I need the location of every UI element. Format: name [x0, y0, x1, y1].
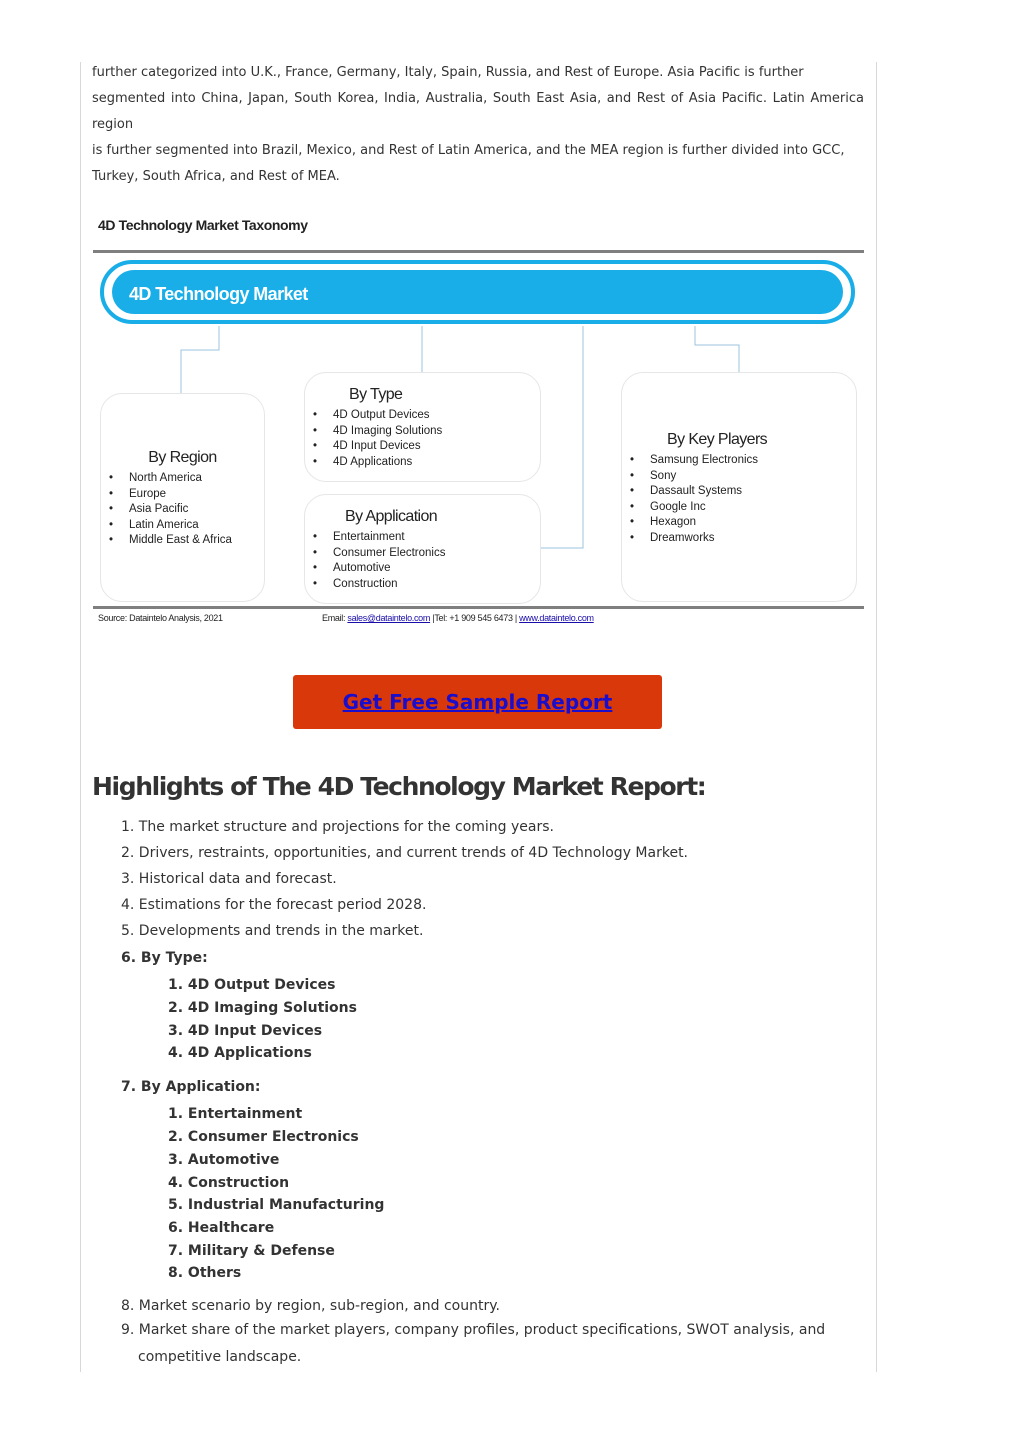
contact-line [322, 613, 594, 623]
list-item: 9. Market share of the market players, company proﬁles, product speciﬁcations, SWOT analysis, and [121, 1322, 826, 1338]
list-item: 3. Historical data and forecast. [121, 871, 337, 887]
list-item: • 4D Applications [305, 455, 540, 471]
list-item: 6. Healthcare [168, 1220, 275, 1236]
list-item: • Entertainment [305, 530, 540, 546]
cta-label[interactable]: Get Free Sample Report [342, 690, 613, 714]
list-item: • North America [101, 471, 264, 487]
list-item: • Dassault Systems [622, 484, 856, 500]
by-key-players-list [622, 453, 856, 546]
list-item: • Construction [305, 577, 540, 593]
email-link[interactable]: sales@dataintelo.com [347, 613, 431, 623]
by-application-card [304, 494, 541, 604]
list-item: • Middle East & Africa [101, 533, 264, 549]
tel-text: |Tel: +1 909 545 6473 | [430, 613, 520, 623]
taxonomy-root-label: 4D Technology Market [129, 284, 308, 304]
by-key-players-heading: By Key Players [667, 431, 768, 448]
taxonomy-title: 4D Technology Market Taxonomy [98, 217, 308, 233]
by-application-heading: By Application [345, 508, 438, 525]
list-item: 3. Automotive [168, 1152, 280, 1168]
list-item: 4. Construction [168, 1175, 290, 1191]
highlights-title: Highlights of The 4D Technology Market Report: [92, 772, 706, 801]
list-item: 2. Consumer Electronics [168, 1129, 359, 1145]
email-label: Email: [322, 613, 348, 623]
by-key-players-card [621, 372, 857, 602]
connector-region [181, 326, 219, 394]
list-item: 7. Military & Defense [168, 1243, 335, 1259]
list-item: 1. Entertainment [168, 1106, 303, 1122]
list-item: • Automotive [305, 561, 540, 577]
list-item: • Latin America [101, 518, 264, 534]
taxonomy-bottom-rule [93, 606, 864, 609]
list-item: 8. Market scenario by region, sub-region, and country. [121, 1298, 500, 1314]
by-type-card [304, 372, 541, 482]
list-item: • Google Inc [622, 500, 856, 516]
by-type-list [305, 408, 540, 470]
by-application-list [305, 530, 540, 592]
list-item: • 4D Output Devices [305, 408, 540, 424]
by-region-heading: By Region [148, 449, 217, 466]
list-item: • Hexagon [622, 515, 856, 531]
list-item-continuation: competitive landscape. [138, 1349, 302, 1365]
intro-line: is further segmented into Brazil, Mexico, and Rest of Latin America, and the MEA region is further divided into GCC, [92, 143, 845, 158]
by-type-label: 6. By Type: [121, 950, 208, 966]
list-item: 5. Industrial Manufacturing [168, 1197, 385, 1213]
list-item: • Dreamworks [622, 531, 856, 547]
list-item: • 4D Input Devices [305, 439, 540, 455]
list-item: • Asia Pacific [101, 502, 264, 518]
list-item: • Sony [622, 469, 856, 485]
get-free-sample-report-button[interactable] [293, 675, 662, 729]
list-item: • Samsung Electronics [622, 453, 856, 469]
list-item: 3. 4D Input Devices [168, 1023, 323, 1039]
list-item: • Consumer Electronics [305, 546, 540, 562]
list-item: 4. Estimations for the forecast period 2028. [121, 897, 427, 913]
website-link[interactable]: www.dataintelo.com [519, 613, 594, 623]
by-application-label: 7. By Application: [121, 1079, 261, 1095]
connector-application [540, 326, 583, 548]
list-item: 8. Others [168, 1265, 242, 1281]
connector-players [695, 326, 739, 373]
intro-line: segmented into China, Japan, South Korea, India, Australia, South East Asia, and Rest of Asia Paciﬁc. Latin America region [92, 91, 864, 132]
list-item: • 4D Imaging Solutions [305, 424, 540, 440]
list-item: 1. 4D Output Devices [168, 977, 336, 993]
by-region-list [101, 471, 264, 549]
list-item: 1. The market structure and projections for the coming years. [121, 819, 554, 835]
by-type-heading: By Type [349, 386, 403, 403]
intro-line: Turkey, South Africa, and Rest of MEA. [92, 169, 340, 184]
by-region-card [100, 393, 265, 602]
list-item: 2. Drivers, restraints, opportunities, and current trends of 4D Technology Market. [121, 845, 689, 861]
list-item: 2. 4D Imaging Solutions [168, 1000, 357, 1016]
list-item: 4. 4D Applications [168, 1045, 312, 1061]
source-note: Source: Dataintelo Analysis, 2021 [98, 613, 223, 623]
list-item: 5. Developments and trends in the market. [121, 923, 424, 939]
list-item: • Europe [101, 487, 264, 503]
intro-line: further categorized into U.K., France, Germany, Italy, Spain, Russia, and Rest of Europe. Asia Paciﬁc is further [92, 65, 804, 80]
